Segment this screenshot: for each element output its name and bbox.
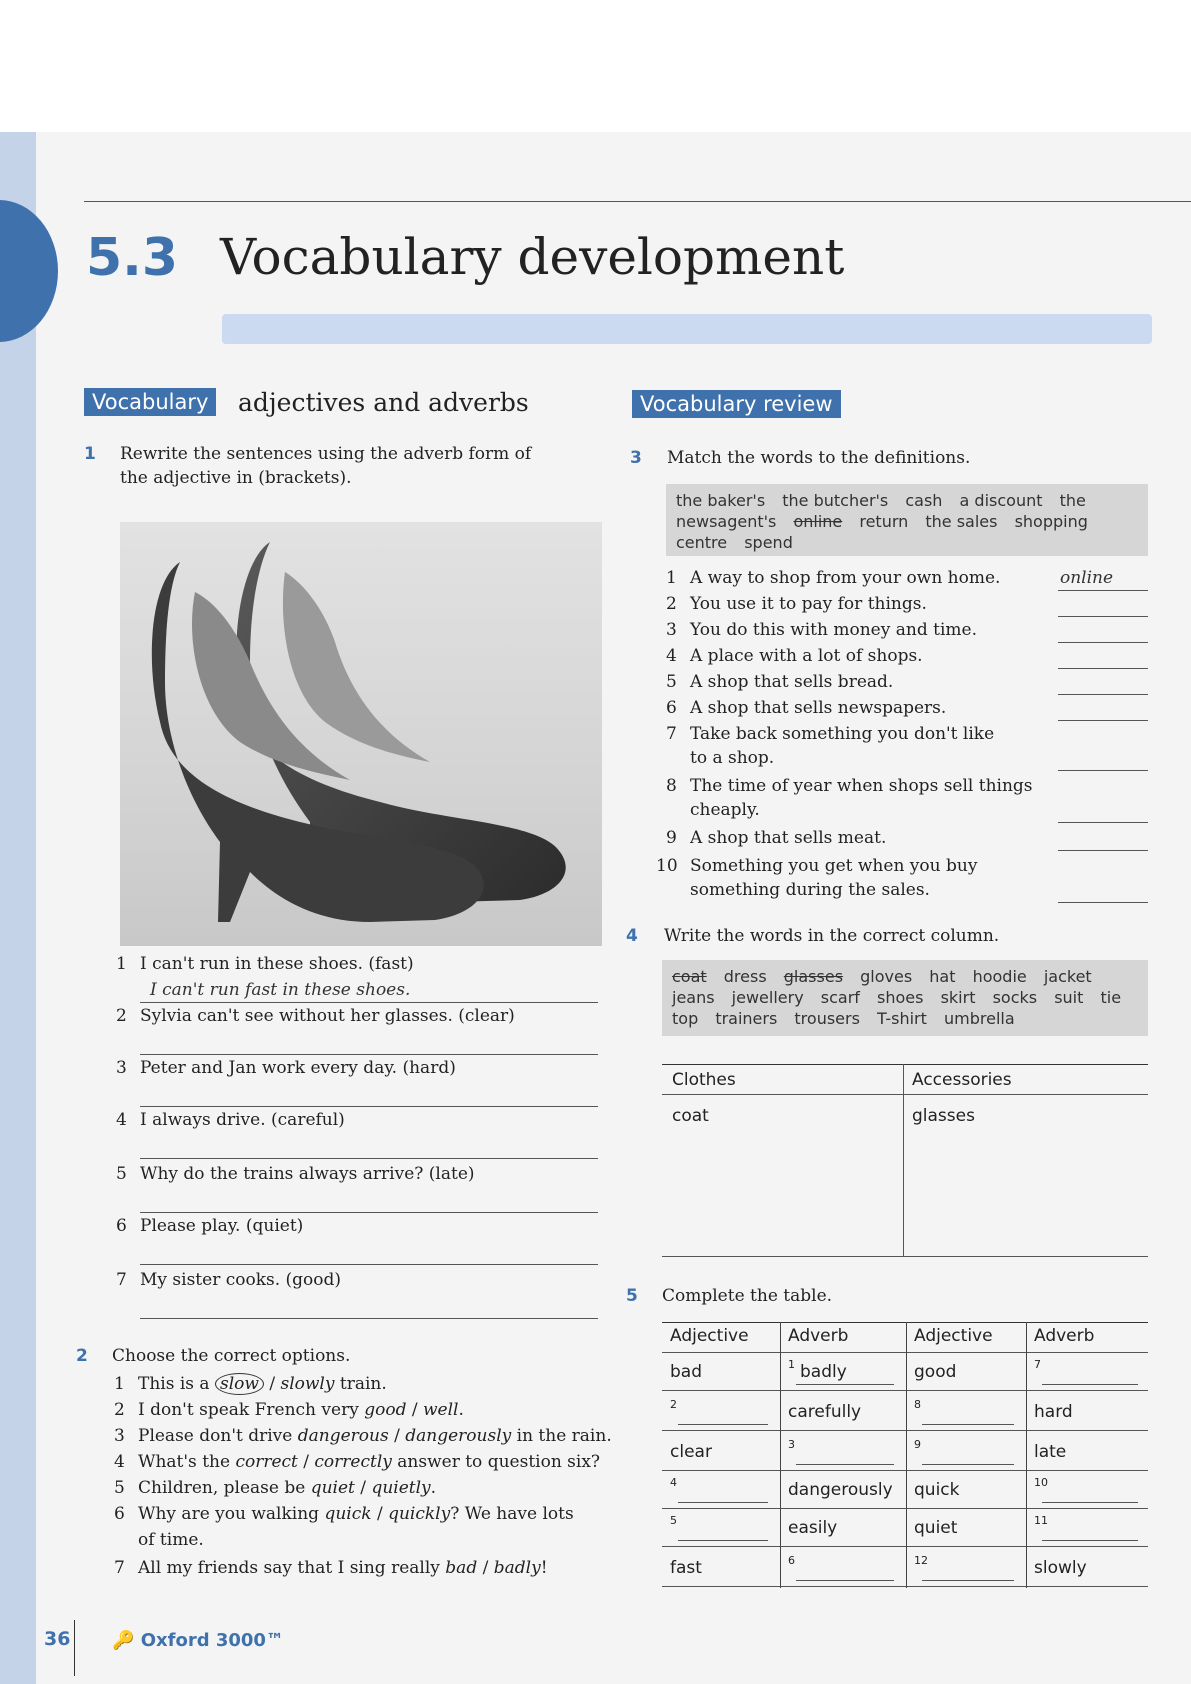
exercise-1-item-number: 2	[116, 1006, 127, 1026]
table-bottom-rule	[662, 1256, 1148, 1257]
answer-line	[140, 1318, 598, 1319]
exercise-1-item-number: 1	[116, 954, 127, 974]
table-row-rule	[662, 1430, 1148, 1431]
vocabulary-label: Vocabulary	[84, 388, 216, 416]
answer-line	[1042, 1540, 1138, 1541]
exercise-3-definition: A shop that sells newspapers.	[690, 698, 947, 718]
table-row-rule	[662, 1470, 1148, 1471]
exercise-3-definition-continued: cheaply.	[690, 800, 760, 820]
option-separator: /	[406, 1400, 423, 1420]
table-word: easily	[788, 1518, 838, 1538]
sentence-start: All my friends say that I sing really	[138, 1558, 446, 1578]
section-subtitle: adjectives and adverbs	[238, 388, 529, 417]
word-bank-item: cash	[905, 491, 943, 510]
word-bank-item: top	[672, 1009, 699, 1028]
word-bank-item: a discount	[959, 491, 1043, 510]
exercise-3-item-number: 1	[666, 568, 677, 588]
option-b[interactable]: well	[423, 1400, 459, 1420]
exercise-2-item-number: 1	[114, 1374, 125, 1394]
word-bank-item: hat	[929, 967, 956, 986]
exercise-1-item-text: I can't run in these shoes. (fast)	[140, 954, 414, 974]
sentence-start: This is a	[138, 1374, 215, 1394]
exercise-3-item-number: 2	[666, 594, 677, 614]
option-b[interactable]: quickly	[388, 1504, 451, 1524]
answer-line	[140, 1158, 598, 1159]
word-bank-item: spend	[744, 533, 793, 552]
word-bank-item: the baker's	[676, 491, 766, 510]
word-bank-item: online	[793, 512, 843, 531]
table-header: Adverb	[1034, 1326, 1095, 1346]
table-word: dangerously	[788, 1480, 893, 1500]
exercise-2-item	[138, 1372, 387, 1396]
exercise-3-item-number: 3	[666, 620, 677, 640]
exercise-2-item-number: 3	[114, 1426, 125, 1446]
option-a[interactable]: good	[364, 1400, 407, 1420]
footer-divider	[74, 1620, 75, 1676]
question-number: 4	[670, 1476, 677, 1489]
exercise-3-definition: A place with a lot of shops.	[690, 646, 923, 666]
table-header-rule	[662, 1094, 1148, 1095]
word-bank-item: shoes	[877, 988, 924, 1007]
table-word: late	[1034, 1442, 1067, 1462]
answer-line	[922, 1464, 1014, 1465]
word-bank-item: umbrella	[943, 1009, 1015, 1028]
answer-line	[140, 1106, 598, 1107]
question-number: 1	[788, 1358, 795, 1371]
exercise-2-item-continued: of time.	[138, 1530, 204, 1550]
word-bank-item: coat	[672, 967, 707, 986]
option-b[interactable]: correctly	[314, 1452, 392, 1472]
answer-line	[1058, 590, 1148, 591]
option-b[interactable]: quietly	[371, 1478, 431, 1498]
answer-line	[1058, 822, 1148, 823]
question-number: 7	[1034, 1358, 1041, 1371]
table-row-rule	[662, 1546, 1148, 1547]
sentence-start: Please don't drive	[138, 1426, 298, 1446]
word-bank-item: T-shirt	[877, 1009, 927, 1028]
oxford-3000-logo	[112, 1630, 284, 1651]
answer-line	[678, 1424, 768, 1425]
exercise-2-item	[138, 1476, 436, 1500]
answer-line	[1058, 616, 1148, 617]
table-row-rule	[662, 1508, 1148, 1509]
exercise-2-item-number: 7	[114, 1558, 125, 1578]
high-heel-shoes-image	[120, 522, 602, 946]
table-top-rule	[662, 1064, 1148, 1065]
table-word: clear	[670, 1442, 712, 1462]
exercise-3-definition: Something you get when you buy	[690, 856, 978, 876]
word-bank-item: suit	[1054, 988, 1084, 1007]
word-bank-item: trainers	[715, 1009, 778, 1028]
exercise-3-definition: A shop that sells meat.	[690, 828, 887, 848]
option-a[interactable]: quick	[324, 1504, 372, 1524]
answer-line	[678, 1502, 768, 1503]
question-number: 11	[1034, 1514, 1048, 1527]
question-number: 3	[788, 1438, 795, 1451]
word-bank-item: the butcher's	[782, 491, 889, 510]
word-bank-item: glasses	[783, 967, 844, 986]
table-column-divider	[780, 1322, 781, 1588]
option-a[interactable]: correct	[235, 1452, 298, 1472]
exercise-1-item-text: My sister cooks. (good)	[140, 1270, 342, 1290]
exercise-1-answer[interactable]: I can't run fast in these shoes.	[150, 980, 411, 1000]
sentence-start: Children, please be	[138, 1478, 311, 1498]
exercise-3-item-number: 6	[666, 698, 677, 718]
sentence-end: answer to question six?	[391, 1452, 601, 1472]
sentence-end: !	[540, 1558, 548, 1578]
key-icon: 🔑	[112, 1630, 135, 1651]
answer-line	[678, 1540, 768, 1541]
word-bank-item: skirt	[940, 988, 976, 1007]
exercise-4-word-box	[662, 960, 1148, 1036]
exercise-3-definition: Take back something you don't like	[690, 724, 995, 744]
option-a[interactable]: dangerous	[297, 1426, 389, 1446]
table-word: carefully	[788, 1402, 862, 1422]
table-top-rule	[662, 1322, 908, 1323]
exercise-2-instruction: Choose the correct options.	[112, 1346, 351, 1366]
word-bank-item: gloves	[860, 967, 913, 986]
option-separator: /	[297, 1452, 315, 1472]
exercise-3-definition: You use it to pay for things.	[690, 594, 927, 614]
exercise-4-instruction: Write the words in the correct column.	[664, 926, 1000, 946]
word-bank-item: scarf	[820, 988, 860, 1007]
vocabulary-review-label: Vocabulary review	[632, 390, 841, 418]
clothes-answer[interactable]: coat	[672, 1106, 709, 1126]
word-bank-item: socks	[992, 988, 1038, 1007]
word-bank-item: the sales	[925, 512, 998, 531]
answer-line	[796, 1580, 894, 1581]
question-number: 9	[914, 1438, 921, 1451]
exercise-4-number: 4	[626, 926, 638, 946]
option-b[interactable]: dangerously	[405, 1426, 512, 1446]
table-column-divider	[906, 1322, 907, 1588]
exercise-1-item-text: Why do the trains always arrive? (late)	[140, 1164, 475, 1184]
exercise-5-instruction: Complete the table.	[662, 1286, 833, 1306]
question-number: 5	[670, 1514, 677, 1527]
exercise-1-item-text: Peter and Jan work every day. (hard)	[140, 1058, 456, 1078]
answer-line	[1058, 770, 1148, 771]
exercise-2-item	[138, 1502, 574, 1526]
word-bank-item: jeans	[672, 988, 715, 1007]
table-column-divider	[903, 1064, 904, 1256]
word-bank-item: hoodie	[972, 967, 1027, 986]
exercise-3-word-box	[666, 484, 1148, 556]
option-separator: /	[388, 1426, 406, 1446]
table-row-rule	[662, 1586, 1148, 1587]
page-title: Vocabulary development	[220, 228, 845, 286]
exercise-2-item	[138, 1424, 612, 1448]
exercise-2-item-number: 2	[114, 1400, 125, 1420]
exercise-3-definition: You do this with money and time.	[690, 620, 977, 640]
left-margin-bar	[0, 132, 36, 1684]
word-bank-item: trousers	[794, 1009, 860, 1028]
table-word: bad	[670, 1362, 702, 1382]
table-header: Adjective	[670, 1326, 749, 1346]
word-bank-item: jewellery	[731, 988, 804, 1007]
option-a[interactable]: slow	[215, 1373, 264, 1395]
exercise-1-number: 1	[84, 444, 96, 464]
table-word: quiet	[914, 1518, 958, 1538]
sentence-end: .	[458, 1400, 464, 1420]
option-separator: /	[371, 1504, 389, 1524]
exercise-3-number: 3	[630, 448, 642, 468]
exercise-1-item-number: 6	[116, 1216, 127, 1236]
table-header-rule	[662, 1352, 1148, 1353]
exercise-2-number: 2	[76, 1346, 88, 1366]
exercise-1-item-text: I always drive. (careful)	[140, 1110, 345, 1130]
exercise-1-item-number: 5	[116, 1164, 127, 1184]
exercise-3-item-number: 5	[666, 672, 677, 692]
table-column-divider	[1026, 1322, 1027, 1588]
accessories-answer[interactable]: glasses	[912, 1106, 975, 1126]
exercise-1-item-text: Please play. (quiet)	[140, 1216, 304, 1236]
option-a[interactable]: quiet	[310, 1478, 355, 1498]
answer-line	[1042, 1502, 1138, 1503]
unit-number: 5.3	[86, 228, 179, 288]
sentence-end: train.	[334, 1374, 387, 1394]
exercise-2-item	[138, 1398, 464, 1422]
page-number: 36	[44, 1628, 71, 1650]
word-bank-item: tie	[1100, 988, 1122, 1007]
column-header-clothes: Clothes	[672, 1070, 736, 1090]
answer-line	[1058, 850, 1148, 851]
answer-line	[1058, 668, 1148, 669]
exercise-3-definition-continued: to a shop.	[690, 748, 775, 768]
answer-line	[922, 1580, 1014, 1581]
exercise-2-item	[138, 1556, 548, 1580]
table-top-rule	[908, 1322, 1148, 1323]
exercise-3-answer[interactable]: online	[1060, 568, 1114, 588]
exercise-2-item-number: 5	[114, 1478, 125, 1498]
exercise-3-item-number: 8	[666, 776, 677, 796]
exercise-1-item-text: Sylvia can't see without her glasses. (clear)	[140, 1006, 515, 1026]
answer-line	[796, 1464, 894, 1465]
word-bank-item: return	[859, 512, 909, 531]
answer-line	[922, 1424, 1014, 1425]
column-header-accessories: Accessories	[912, 1070, 1012, 1090]
question-number: 12	[914, 1554, 928, 1567]
exercise-1-instruction: Rewrite the sentences using the adverb form of the adjective in (brackets).	[120, 444, 532, 488]
exercise-3-definition: A shop that sells bread.	[690, 672, 894, 692]
word-bank-item: shopping centre	[676, 512, 1088, 552]
option-a[interactable]: bad	[445, 1558, 478, 1578]
exercise-3-definition: A way to shop from your own home.	[690, 568, 1001, 588]
option-separator: /	[354, 1478, 372, 1498]
answer-line	[1058, 694, 1148, 695]
exercise-1-item-number: 7	[116, 1270, 127, 1290]
answer-line	[1042, 1384, 1138, 1385]
option-separator: /	[263, 1374, 281, 1394]
table-answer[interactable]: badly	[800, 1362, 847, 1382]
table-word: slowly	[1034, 1558, 1087, 1578]
option-b[interactable]: badly	[493, 1558, 541, 1578]
exercise-3-instruction: Match the words to the definitions.	[667, 448, 971, 468]
exercise-3-item-number: 4	[666, 646, 677, 666]
word-bank-item: the newsagent's	[676, 491, 1086, 531]
exercise-3-item-number: 7	[666, 724, 677, 744]
question-number: 10	[1034, 1476, 1048, 1489]
header-rule	[84, 201, 1191, 202]
answer-line	[796, 1384, 894, 1385]
exercise-1-item-number: 4	[116, 1110, 127, 1130]
exercise-3-item-number: 10	[656, 856, 678, 876]
exercise-5-number: 5	[626, 1286, 638, 1306]
sentence-end: in the rain.	[511, 1426, 612, 1446]
exercise-3-definition: The time of year when shops sell things	[690, 776, 1033, 796]
table-header: Adjective	[914, 1326, 993, 1346]
sentence-start: Why are you walking	[138, 1504, 325, 1524]
sentence-end: ? We have lots	[450, 1504, 574, 1524]
option-separator: /	[477, 1558, 494, 1578]
table-word: good	[914, 1362, 957, 1382]
exercise-2-item-number: 6	[114, 1504, 125, 1524]
answer-line	[140, 1212, 598, 1213]
answer-line	[140, 1264, 598, 1265]
table-header: Adverb	[788, 1326, 849, 1346]
answer-line	[140, 1002, 598, 1003]
answer-line	[140, 1054, 598, 1055]
answer-line	[1058, 902, 1148, 903]
question-number: 8	[914, 1398, 921, 1411]
word-bank-item: jacket	[1043, 967, 1092, 986]
table-word: hard	[1034, 1402, 1073, 1422]
table-word: quick	[914, 1480, 960, 1500]
answer-line	[1058, 642, 1148, 643]
sentence-start: What's the	[138, 1452, 236, 1472]
exercise-2-item-number: 4	[114, 1452, 125, 1472]
shoes-photo	[120, 522, 602, 946]
sentence-end: .	[430, 1478, 437, 1498]
table-word: fast	[670, 1558, 702, 1578]
exercise-1-item-number: 3	[116, 1058, 127, 1078]
exercise-3-item-number: 9	[666, 828, 677, 848]
answer-line	[1058, 720, 1148, 721]
question-number: 2	[670, 1398, 677, 1411]
oxford-brand-text: Oxford 3000™	[140, 1630, 284, 1651]
sentence-start: I don't speak French very	[138, 1400, 365, 1420]
option-b[interactable]: slowly	[280, 1374, 335, 1394]
exercise-3-definition-continued: something during the sales.	[690, 880, 930, 900]
table-row-rule	[662, 1390, 1148, 1391]
question-number: 6	[788, 1554, 795, 1567]
exercise-2-item	[138, 1450, 600, 1474]
title-underline-bar	[222, 314, 1152, 344]
word-bank-item: dress	[723, 967, 767, 986]
